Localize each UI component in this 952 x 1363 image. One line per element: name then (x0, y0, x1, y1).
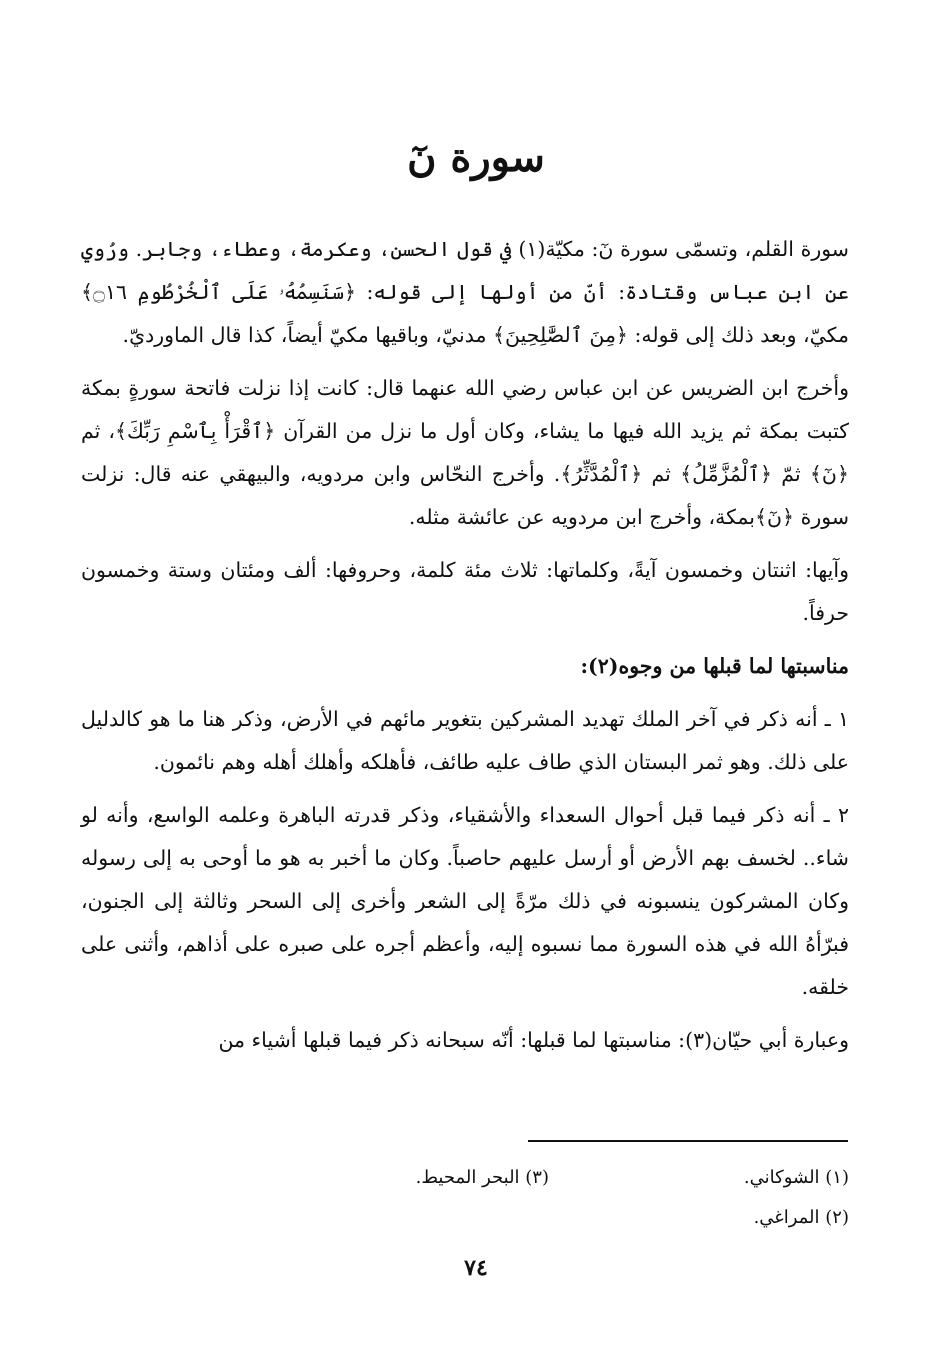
page-number: ٧٤ (464, 1255, 488, 1281)
footnote-row-1 (229, 1158, 849, 1198)
point-1: ١ ـ أنه ذكر في آخر الملك تهديد المشركين بتغوير مائهم في الأرض، وذكر هنا ما هو كالدليل على ذلك. وهو ثمر البستان الذي طاف عليه طائف، فأهلكه وأهلك أهله وهم نائمون. (81, 707, 850, 774)
main-text (81, 228, 849, 1072)
paragraph-verse-count: وآيها: اثنتان وخمسون آيةً، وكلماتها: ثلاث مئة كلمة، وحروفها: ألف ومئتان وستة وخمسون حرفاً. (81, 558, 849, 625)
point-2: ٢ ـ أنه ذكر فيما قبل أحوال السعداء والأشقياء، وذكر قدرته الباهرة وعلمه الواسع، وأنه لو شاء.. لخسف بهم الأرض أو أرسل عليهم حاصباً. وكان ما أخبر به هو ما أوحى به إلى رسوله وكان المشركون ينسبونه في ذلك مرّةً إلى الشعر وأخرى إلى السحر وثالثة إلى الجنون، فبرّأهُ الله في هذه السورة مما نسبوه إليه، وأعظم أجره على صبره على أذاهم، وأثنى على خلقه. (81, 803, 849, 999)
footnote-3: (٣) البحر المحيط. (415, 1167, 549, 1188)
paragraph-revelation: وأخرج ابن الضريس عن ابن عباس رضي الله عنهما قال: كانت إذا نزلت فاتحة سورةٍ بمكة كتبت بمكة ثم يزيد الله فيها ما يشاء، وكان أول ما نزل من القرآن ﴿ٱقْرَأْ بِٱسْمِ رَبِّكَ﴾، ثم ﴿نٓ﴾ ثمّ ﴿ٱلْمُزَّمِّلُ﴾ ثم ﴿ٱلْمُدَّثِّرُ﴾. وأخرج النحّاس وابن مردويه، والبيهقي عنه قال: نزلت سورة ﴿نٓ﴾بمكة، وأخرج ابن مردويه عن عائشة مثله. (81, 376, 849, 529)
footnote-divider (528, 1140, 848, 1142)
section-heading: مناسبتها لما قبلها من وجوه(٢): (580, 654, 849, 678)
footnote-1: (١) الشوكاني. (743, 1167, 849, 1188)
footnote-2: (٢) المراغي. (753, 1207, 849, 1228)
paragraph-intro: سورة القلم، وتسمّى سورة نٓ: مكيّة(١) في قول الحسن، وعكرمة، وعطاء، وجابر. ورُوي عن ابن عباس وقتادة: أنّ من أولها إلى قوله: ﴿سَنَسِمُهُۥ عَلَى ٱلْخُرْطُومِ ۝١٦﴾ مكيّ، وبعد ذلك إلى قوله: ﴿مِنَ ٱلصَّٰلِحِينَ﴾ مدنيّ، وباقيها مكيّ أيضاً، كذا قال الماورديّ. (81, 237, 849, 347)
surah-title: سورة نٓ (407, 134, 545, 181)
footnote-row-2 (229, 1198, 849, 1238)
footnotes (229, 1158, 849, 1238)
paragraph-abu-hayyan: وعبارة أبي حيّان(٣): مناسبتها لما قبلها: أنّه سبحانه ذكر فيما قبلها أشياء من (218, 1028, 849, 1052)
